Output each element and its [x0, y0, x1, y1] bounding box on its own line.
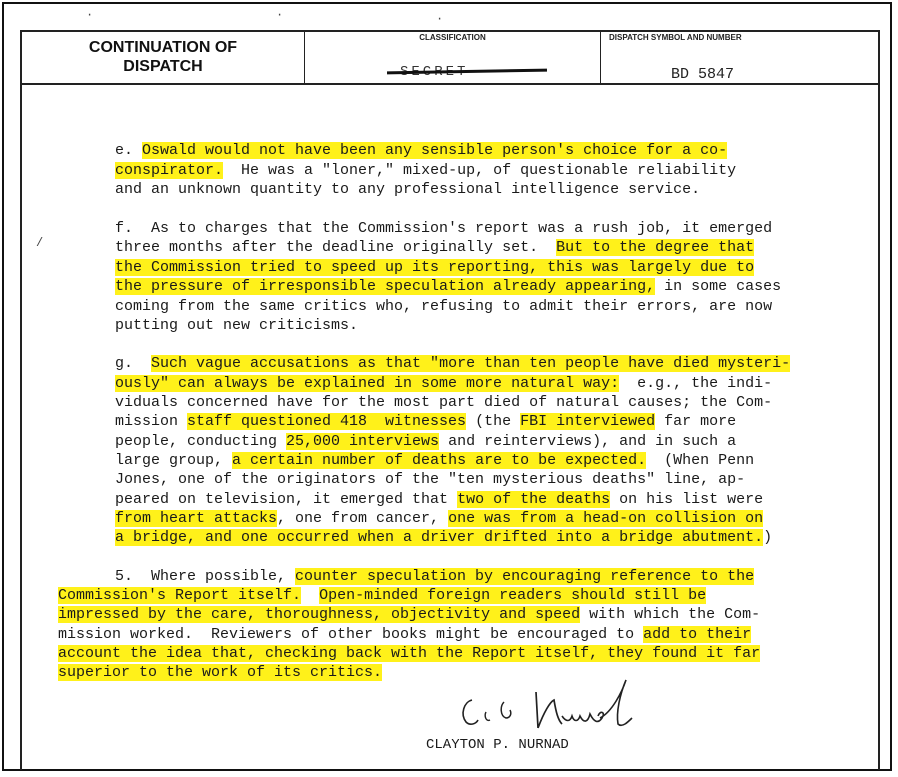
body-line — [115, 509, 763, 528]
body-line — [115, 567, 754, 586]
highlighted-text: counter speculation by encouraging reference to the — [295, 568, 755, 585]
highlighted-text: two of the deaths — [457, 491, 611, 508]
body-line — [115, 316, 358, 335]
highlighted-text: But to the degree that — [556, 239, 755, 256]
text-segment: far more — [655, 413, 737, 430]
body-line — [115, 374, 772, 393]
body-line — [115, 238, 754, 257]
body-line — [58, 663, 382, 682]
body-line — [115, 219, 772, 238]
scan-speck: · — [276, 8, 284, 22]
highlighted-text: impressed by the care, thoroughness, objectivity and speed — [58, 606, 581, 623]
text-segment: g. — [115, 355, 152, 372]
body-line — [115, 277, 781, 296]
highlighted-text: a certain number of deaths are to be expected. — [232, 452, 647, 469]
highlighted-text: a bridge, and one occurred when a driver drifted into a bridge abutment. — [115, 529, 764, 546]
highlighted-text: the Commission tried to speed up its reporting, this was largely due to — [115, 259, 755, 276]
body-line — [115, 528, 772, 547]
highlighted-text: one was from a head-on collision on — [448, 510, 764, 527]
body-line — [58, 644, 760, 663]
text-segment: f. As to charges that the Commission's report was a rush job, it emerged — [115, 220, 773, 237]
scan-speck: · — [86, 8, 94, 22]
text-segment: with which the Com- — [580, 606, 761, 623]
highlighted-text: 25,000 interviews — [286, 433, 440, 450]
scan-speck: · — [436, 12, 444, 26]
handwritten-signature — [450, 672, 650, 742]
text-segment: e.g., the indi- — [619, 375, 773, 392]
highlighted-text: the pressure of irresponsible speculation already appearing, — [115, 278, 656, 295]
highlighted-text: staff questioned 418 witnesses — [187, 413, 467, 430]
body-line — [115, 412, 736, 431]
text-segment: mission — [115, 413, 188, 430]
body-line — [58, 586, 706, 605]
title-line-2: DISPATCH — [123, 58, 203, 75]
text-segment: on his list were — [610, 491, 764, 508]
text-segment: He was a "loner," mixed-up, of questionable reliability — [223, 162, 737, 179]
text-segment: large group, — [115, 452, 233, 469]
highlighted-text: Commission's Report itself. — [58, 587, 302, 604]
text-segment: peared on television, it emerged that — [115, 491, 458, 508]
body-line — [115, 180, 700, 199]
text-segment: (the — [466, 413, 521, 430]
text-segment: and an unknown quantity to any professional intelligence service. — [115, 181, 701, 198]
body-line — [115, 470, 745, 489]
body-line — [115, 490, 763, 509]
body-line — [115, 432, 736, 451]
text-segment: and reinterviews), and in such a — [439, 433, 737, 450]
text-segment: mission worked. Reviewers of other books might be encouraged to — [58, 626, 644, 643]
classification-label: CLASSIFICATION — [419, 33, 486, 42]
scan-speck: / — [36, 236, 44, 250]
text-segment: Jones, one of the originators of the "ten mysterious deaths" line, ap- — [115, 471, 746, 488]
body-line — [115, 451, 754, 470]
body-line — [115, 297, 772, 316]
dispatch-label: DISPATCH SYMBOL AND NUMBER — [609, 33, 742, 42]
highlighted-text: conspirator. — [115, 162, 224, 179]
text-segment: viduals concerned have for the most part died of natural causes; the Com- — [115, 394, 773, 411]
body-line — [58, 625, 751, 644]
highlighted-text: add to their — [643, 626, 752, 643]
highlighted-text: ously" can always be explained in some more natural way: — [115, 375, 620, 392]
text-segment: (When Penn — [646, 452, 755, 469]
body-line — [115, 354, 790, 373]
highlighted-text: Open-minded foreign readers should still be — [319, 587, 707, 604]
text-segment: e. — [115, 142, 143, 159]
text-segment: , one from cancer, — [277, 510, 449, 527]
highlighted-text: Oswald would not have been any sensible person's choice for a co- — [142, 142, 728, 159]
highlighted-text: from heart attacks — [115, 510, 278, 527]
highlighted-text: Such vague accusations as that "more than ten people have died mysteri- — [151, 355, 791, 372]
signer-name: CLAYTON P. NURNAD — [426, 737, 569, 753]
text-segment — [301, 587, 319, 604]
text-segment: putting out new criticisms. — [115, 317, 359, 334]
highlighted-text: account the idea that, checking back with the Report itself, they found it far — [58, 645, 761, 662]
highlighted-text: superior to the work of its critics. — [58, 664, 383, 681]
text-segment: coming from the same critics who, refusing to admit their errors, are now — [115, 298, 773, 315]
dispatch-number: BD 5847 — [671, 66, 735, 83]
body-line — [115, 393, 772, 412]
text-segment: in some cases — [655, 278, 782, 295]
body-line — [58, 605, 760, 624]
body-line — [115, 161, 736, 180]
text-segment: 5. Where possible, — [115, 568, 296, 585]
text-segment: people, conducting — [115, 433, 287, 450]
body-line — [115, 258, 754, 277]
highlighted-text: FBI interviewed — [520, 413, 656, 430]
body-line — [115, 141, 727, 160]
text-segment: three months after the deadline originally set. — [115, 239, 557, 256]
title-line-1: CONTINUATION OF — [88, 39, 238, 56]
text-segment: ) — [763, 529, 773, 546]
